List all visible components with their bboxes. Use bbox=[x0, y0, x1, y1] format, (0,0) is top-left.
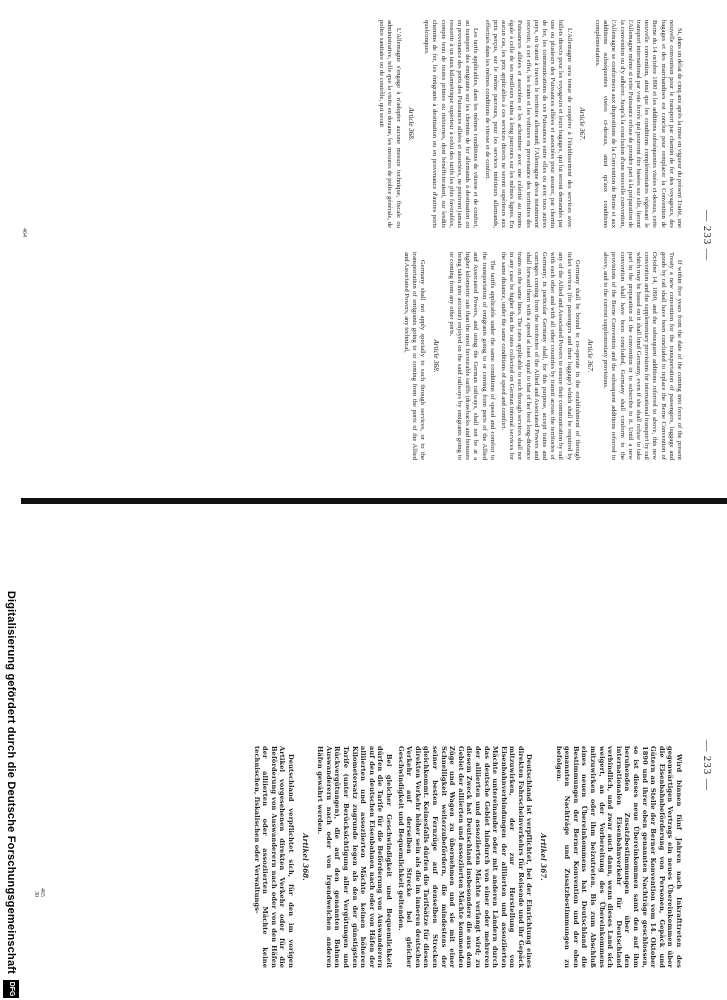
french-paragraph: L'Allemagne sera tenue de coopérer à l'établissement des services avec billets directs pour les voyageurs et leurs bagages, qui lui seront demandés par une ou plusieurs des Puissances alliées et associées pour assurer, par chemin de fer, les communications de ces Puissances entre elles ou avec tous autres pays, en transit à travers le territoire allemand; l'Allemagne devra notamment recevoir, à cet effet, les trains et les voitures en provenance des territoires des Puissances alliées et associées et les acheminer avec une célérité au moins égale à celle de ses meilleurs trains à long parcours sur les mêmes lignes. En aucun cas, les prix applicables à ces services directs ne seront supérieurs aux prix perçus, sur le même parcours, pour les services intérieurs allemands, effectués dans les mêmes conditions de vitesse et de confort. bbox=[483, 20, 573, 228]
dfg-watermark-strip bbox=[0, 0, 21, 1000]
english-paragraph: If within five years from the date of the coming into force of the present Treaty a new convention for the transportation of passengers, luggage and goods by rail shall have been concluded to replace the Berne Convention of October 14, 1890, and the subsequent additions referred to above, this new convention and the supplementary provisions for international transport by rail which may be based on it shall bind Germany, even if she shall refuse to take part in the preparation of the convention or to subscribe to it. Until a new convention shall have been concluded, Germany shall conform to the provisions of the Berne Convention and the subsequent additions referred to above, and to the current supplementary provisions. bbox=[602, 252, 683, 460]
german-paragraph: Deutschland ist verpflichtet, bei der Einrichtung eines direkten Fahrscheinverkehrs für Reisende und ihr Gepäck mitzuwirken, der zur Herstellung von Eisenbahnverbindungen der alliierten und assoziierten Mächte untereinander oder mit anderen Ländern durch das deutsche Gebiet hindurch von einer oder mehreren der alliierten und assoziierten Mächte verlangt wird; zu diesem Zweck hat Deutschland insbesondere die aus dem Gebiet der alliierten und assoziierten Mächte kommenden Züge und Wagen zu übernehmen und sie mit einer Schnelligkeit weiterzubefördern, die mindestens der seiner besten Fernzüge auf denselben Strecken gleichkommt. Keinesfalls dürfen die Tarifsätze für diesen direkten Verkehr höher sein als die im inneren deutschen Verkehr auf derselben Strecke bei gleicher Geschwindigkeit und Bequemlichkeit geltenden. bbox=[396, 746, 534, 968]
dfg-logo: DFG bbox=[3, 980, 19, 998]
dfg-watermark-text: Digitalisierung gefördert durch die Deutsche Forschungsgemeinschaft bbox=[5, 590, 17, 974]
english-paragraph: The tariffs applicable under the same conditions of speed and comfort to the transportation of emigrants going to or coming from ports of the Allied and Associated Powers, and using the German railways, shall not be at a higher kilometric rate than the most favourable tariffs (drawbacks and bonuses being taken into account) enjoyed on the said railways by emigrants going to or coming from any other ports. bbox=[447, 252, 496, 460]
english-article-heading: Article 368. bbox=[431, 339, 440, 373]
french-article-heading: Article 368. bbox=[406, 107, 415, 141]
french-column bbox=[374, 20, 683, 228]
french-paragraph: L'Allemagne s'engage à n'adopter aucune mesure technique, fiscale ou administrative, telle que la visite en douane, les mesures de police générale, de police sanitaire ou de contrôle, qui serait bbox=[378, 20, 402, 228]
german-article-heading: Artikel 367. bbox=[539, 833, 549, 881]
french-paragraph: Les tarifs applicables, dans les mêmes conditions de vitesse et de confort, au transport des émigrants sur les chemins de fer allemands à destination ou en provenance des ports des Puissances alliées et associées, ne pourront jamais ressortir à un taux kilométrique supérieur à celui des tarifs les plus favorables, compte tenu de toutes primes ou ristournes, dont bénéficieraient, sur lesdits chemins de fer, les émigrants à destination ou en provenance d'autres ports quelconques. bbox=[423, 20, 480, 229]
left-page-number: — 233 — bbox=[701, 210, 713, 261]
german-column bbox=[249, 746, 683, 968]
german-paragraph: Wird binnen fünf Jahren nach Inkrafttreten des gegenwärtigen Vertrags ein neues Übereinkommen über die Eisenbahnbeförderung von Personen, Gepäck und Gütern an Stelle der Berner Konvention vom 14. Oktober 1890 und ihrer oben genannten Nachträge geschlossen, so ist dieses neue Übereinkommen samt den auf ihm beruhenden Zusatzbestimmungen über den internationalen Eisenbahnverkehr für Deutschland verbindlich, und zwar auch dann, wenn dieses Land sich weigert, an der Vorbereitung des Übereinkommens mitzuwirken oder ihm beizutreten. Bis zum Abschluß eines neuen Übereinkommens hat Deutschland die Bestimmungen der Berner Konvention und der oben genannten Nachträge und Zusatzbestimmungen zu befolgen. bbox=[554, 746, 683, 968]
right-page bbox=[0, 508, 727, 1000]
german-article-heading: Artikel 368. bbox=[300, 833, 310, 881]
english-paragraph: Germany shall not apply specially to such through services, or to the transportation of emigrants going to or coming from the ports of the Allied and Associated Powers, any technical, bbox=[402, 252, 427, 460]
right-page-number: — 233 — bbox=[701, 740, 713, 791]
english-column bbox=[399, 252, 683, 460]
german-paragraph: Deutschland verpflichtet sich, für den im vorigen Artikel vorgesehenen direkten Verkehr oder für die Beförderung von Auswanderern nach oder von den Häfen der alliierten oder assoziierten Mächte keine technischen, fiskalischen oder Verwaltungs- bbox=[252, 746, 296, 968]
right-page-signature: 465 30 bbox=[33, 888, 45, 897]
english-paragraph: Germany shall be bound to co-operate in the establishment of through ticket services (for passengers and their luggage) which shall be required by any of the Allied and Associated Powers to ensure their communication by rail with each other and with all other countries by transit across the territories of Germany; in particular Germany shall, for this purpose, accept trains and carriages coming from the territories of the Allied and Associated Powers and shall forward them with a speed at least equal to that of her best long-distance trains on the same lines. The rates applicable to such through services shall not in any case be higher than the rates collected on German internal services for the same distance, under the same conditions of speed and comfort. bbox=[499, 252, 581, 460]
french-article-heading: Article 367. bbox=[577, 107, 586, 141]
french-paragraph: Si, dans un délai de cinq ans après la mise en vigueur du présent Traité, une nouvelle convention pour le transport par chemin de fer des voyageurs, des bagages et des marchandises est conclue pour remplacer la Convention de Berne du 14 octobre 1890 et les additions subséquentes visées ci-dessus, cette nouvelle convention, ainsi que les conditions complémentaires régissant le transport international par voie ferrée qui pourront être basées sur elle, lieront l'Allemagne même si cette Puissance refuse de prendre part à la préparation de la convention ou d'y adhérer. Jusqu'à la conclusion d'une nouvelle convention, l'Allemagne se conformera aux dispositions de la Convention de Berne et aux additions subséquentes visées ci-dessus, ainsi qu'aux conditions complémentaires. bbox=[593, 20, 683, 228]
left-page bbox=[0, 0, 727, 494]
german-paragraph: Bei gleicher Geschwindigkeit und Bequemlichkeit dürfen die Tarife für die Beförderung von Auswanderern auf den deutschen Eisenbahnen nach oder von Häfen der alliierten und assoziierten Mächte keinen höheren Kilometersatz zugrunde legen als den der günstigsten Tarife (unter Berücksichtigung aller Vergütungen und Rückvergütungen), die auf den genannten Bahnen Auswanderern nach oder von irgendwelchen anderen Häfen gewährt werden. bbox=[316, 746, 393, 968]
gutter-divider bbox=[0, 498, 727, 504]
english-article-heading: Article 367. bbox=[585, 339, 594, 373]
left-page-signature: 464 bbox=[21, 228, 27, 237]
